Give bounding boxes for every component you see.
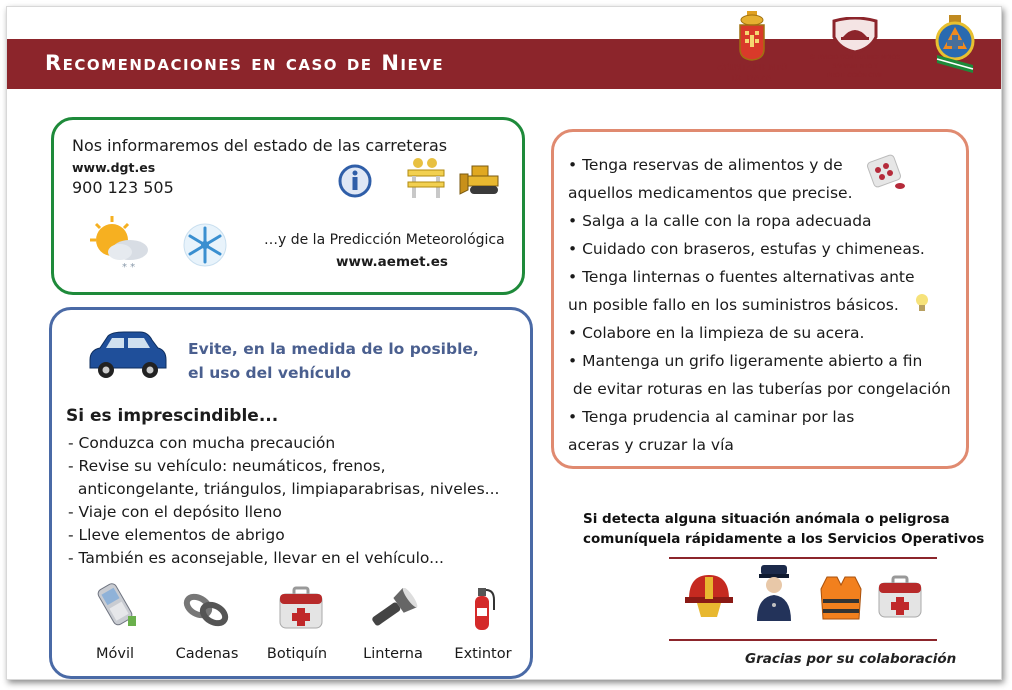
sci-text-1: SERVICIO CONTRA INCENDIOS xyxy=(809,55,901,61)
pills-icon xyxy=(864,154,908,198)
flashlight-icon xyxy=(364,588,420,636)
chains-icon xyxy=(182,590,232,634)
page-title: Recomendaciones en caso de Nieve xyxy=(45,51,445,75)
civil-protection-shield-icon xyxy=(933,13,977,75)
first-aid-kit-icon xyxy=(276,586,326,636)
list-item: aceras y cruzar la vía xyxy=(568,436,734,454)
alert-line-1: Si detecta alguna situación anómala o peligrosa xyxy=(583,511,950,527)
home-tips-box xyxy=(551,129,969,469)
list-item: • Tenga linternas o fuentes alternativas ante xyxy=(568,268,915,286)
list-item: • Mantenga un grifo ligeramente abierto a fin xyxy=(568,352,923,370)
firefighter-helmet-icon xyxy=(683,569,735,627)
road-works-icon xyxy=(406,156,446,204)
list-item: un posible fallo en los suministros básicos. xyxy=(568,296,899,314)
list-item: - También es aconsejable, llevar en el vehículo... xyxy=(68,549,444,567)
list-item: - Revise su vehículo: neumáticos, frenos, xyxy=(68,457,386,475)
aemet-link[interactable]: www.aemet.es xyxy=(336,254,448,270)
life-vest-icon xyxy=(819,573,863,627)
sci-text-3: PROTECCIÓN CIVIL xyxy=(826,73,884,79)
equipment-label-extinguisher: Extintor xyxy=(454,646,512,662)
first-aid-kit-icon xyxy=(875,575,925,625)
police-officer-icon xyxy=(751,563,797,627)
svg-text:* *: * * xyxy=(122,262,136,273)
list-item: - Viaje con el depósito lleno xyxy=(68,503,282,521)
list-item: - Lleve elementos de abrigo xyxy=(68,526,285,544)
road-info-text: Nos informaremos del estado de las carreteras xyxy=(72,136,448,155)
equipment-label-flashlight: Linterna xyxy=(363,646,423,662)
snowplow-icon xyxy=(458,160,504,202)
ayuntamiento-text-1: AYUNTAMIENTO xyxy=(716,62,788,72)
coat-of-arms-icon xyxy=(738,11,766,61)
sci-text-2: SALVAMENTO Y xyxy=(832,64,878,70)
divider-bottom xyxy=(669,639,937,641)
poster xyxy=(6,6,1002,680)
dgt-link[interactable]: www.dgt.es xyxy=(72,160,156,175)
car-icon xyxy=(84,330,168,384)
list-item: - Conduzca con mucha precaución xyxy=(68,434,336,452)
vehicle-heading-1: Evite, en la medida de lo posible, xyxy=(188,340,479,358)
list-item: • Salga a la calle con la ropa adecuada xyxy=(568,212,872,230)
lightbulb-icon xyxy=(914,292,930,318)
thanks-text: Gracias por su colaboración xyxy=(745,651,957,667)
weather-info-text: …y de la Predicción Meteorológica xyxy=(264,232,505,248)
weather-sun-cloud-snow-icon xyxy=(86,214,152,278)
equipment-label-first-aid: Botiquín xyxy=(266,646,328,662)
proteccion-civil-logo xyxy=(927,13,983,75)
equipment-label-mobile: Móvil xyxy=(95,646,135,662)
mobile-phone-icon xyxy=(90,580,142,636)
info-icon xyxy=(338,164,372,202)
vehicle-subheading: Si es imprescindible... xyxy=(66,406,279,426)
list-item: aquellos medicamentos que precise. xyxy=(568,184,853,202)
list-item: • Colabore en la limpieza de su acera. xyxy=(568,324,865,342)
list-item: • Tenga prudencia al caminar por las xyxy=(568,408,855,426)
road-info-box xyxy=(51,117,525,295)
phone-number[interactable]: 900 123 505 xyxy=(72,178,174,197)
ayuntamiento-text-2: DE BAZA xyxy=(732,73,772,83)
equipment-label-chains: Cadenas xyxy=(175,646,239,662)
divider-top xyxy=(669,557,937,559)
list-item: • Tenga reservas de alimentos y de xyxy=(568,156,843,174)
fire-service-badge-icon xyxy=(830,17,880,53)
sci-logo xyxy=(807,17,903,80)
alert-line-2: comuníquela rápidamente a los Servicios Operativos xyxy=(583,531,985,547)
ayuntamiento-logo xyxy=(713,11,791,83)
fire-extinguisher-icon xyxy=(466,582,498,638)
snowflake-icon xyxy=(182,222,228,272)
list-item: de evitar roturas en las tuberías por congelación xyxy=(568,380,951,398)
list-item: anticongelante, triángulos, limpiaparabrisas, niveles... xyxy=(68,480,500,498)
vehicle-box xyxy=(49,307,533,679)
vehicle-heading-2: el uso del vehículo xyxy=(188,364,351,382)
list-item: • Cuidado con braseros, estufas y chimeneas. xyxy=(568,240,925,258)
